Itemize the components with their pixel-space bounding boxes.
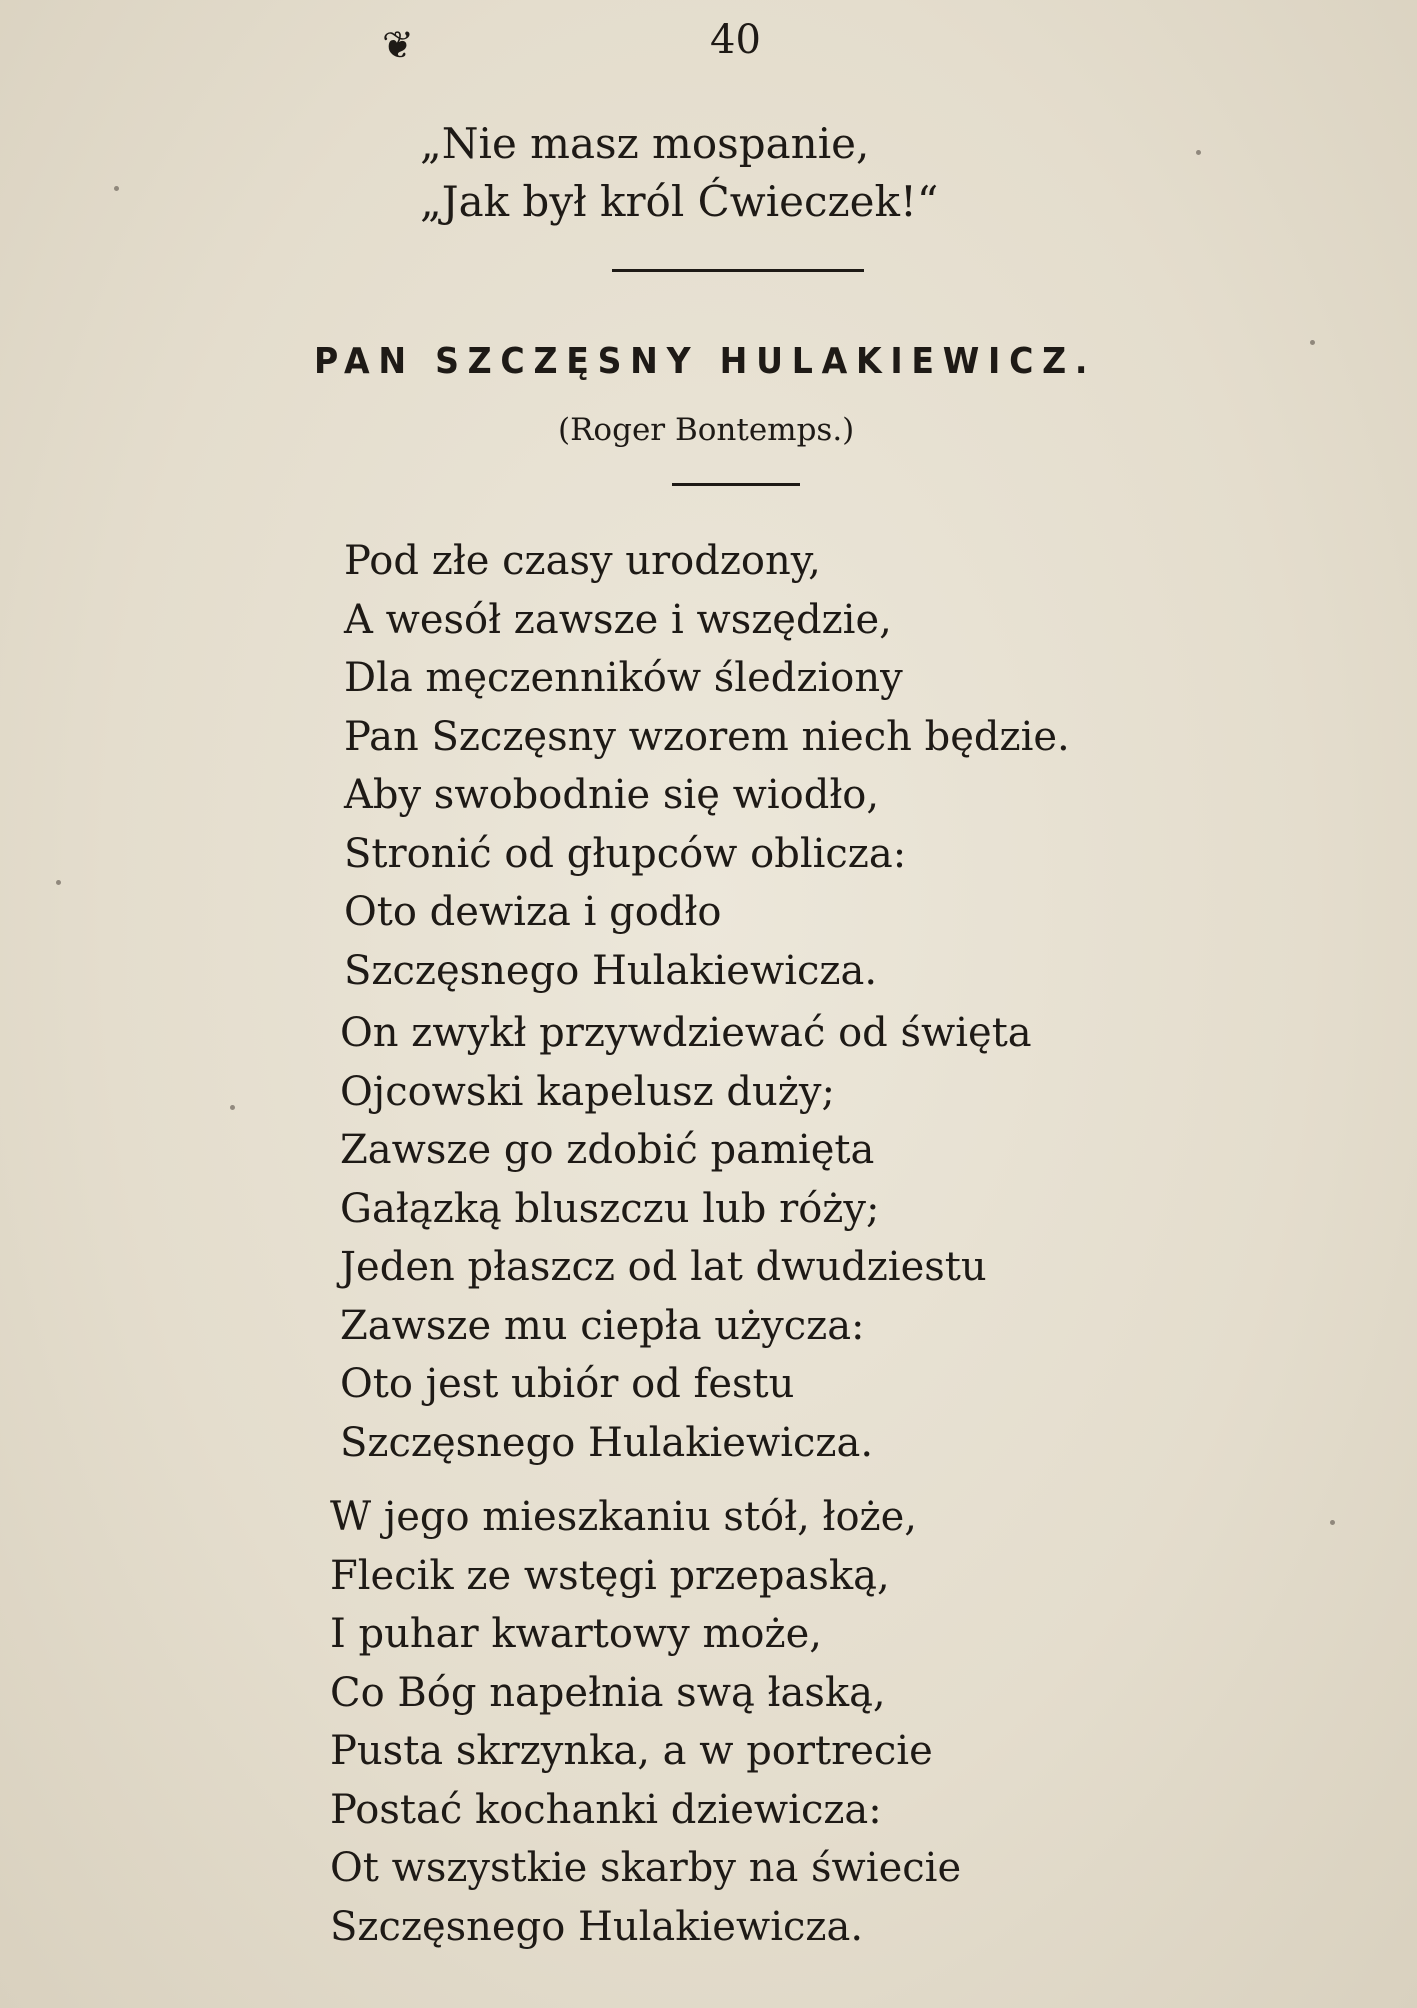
paper-speck bbox=[114, 186, 119, 191]
verse-line: Jeden płaszcz od lat dwudziestu bbox=[340, 1244, 987, 1290]
verse-line: I puhar kwartowy może, bbox=[330, 1611, 822, 1657]
verse-line: Oto jest ubiór od festu bbox=[340, 1361, 795, 1407]
intro-quote bbox=[420, 115, 938, 231]
verse-line: Dla męczenników śledziony bbox=[344, 655, 903, 701]
verse-line: Oto dewiza i godło bbox=[344, 889, 722, 935]
intro-line: „Jak był król Ćwieczek!“ bbox=[420, 177, 939, 226]
verse-line: Pusta skrzynka, a w portrecie bbox=[330, 1728, 933, 1774]
verse-line: Zawsze go zdobić pamięta bbox=[340, 1127, 875, 1173]
intro-line: „Nie masz mospanie, bbox=[420, 119, 870, 168]
paper-speck bbox=[1330, 1520, 1335, 1525]
divider-rule bbox=[672, 483, 800, 486]
verse-line: Pod złe czasy urodzony, bbox=[344, 538, 821, 584]
verse-line: Postać kochanki dziewicza: bbox=[330, 1786, 882, 1833]
verse-line: Ot wszystkie skarby na świecie bbox=[330, 1845, 962, 1891]
verse-line: Szczęsnego Hulakiewicza. bbox=[340, 1419, 874, 1466]
paper-speck bbox=[56, 880, 61, 885]
verse-line: A wesół zawsze i wszędzie, bbox=[344, 596, 892, 643]
paper-speck bbox=[1310, 340, 1315, 345]
paper-speck bbox=[1196, 150, 1201, 155]
verse-line: Flecik ze wstęgi przepaską, bbox=[330, 1552, 890, 1599]
verse-line: On zwykł przywdziewać od święta bbox=[340, 1010, 1032, 1056]
page-number: 40 bbox=[710, 17, 761, 63]
verse-line: W jego mieszkaniu stół, łoże, bbox=[330, 1494, 918, 1540]
verse-line: Ojcowski kapelusz duży; bbox=[340, 1068, 835, 1115]
verse-line: Szczęsnego Hulakiewicza. bbox=[330, 1903, 864, 1950]
verse-line: Gałązką bluszczu lub róży; bbox=[340, 1185, 880, 1232]
verse-line: Pan Szczęsny wzorem niech będzie. bbox=[344, 713, 1070, 760]
verse-line: Co Bóg napełnia swą łaską, bbox=[330, 1669, 886, 1716]
verse-line: Zawsze mu ciepła użycza: bbox=[340, 1302, 865, 1349]
stanza-1 bbox=[344, 532, 1070, 1000]
ornament-icon: ❦ bbox=[382, 23, 414, 67]
stanza-2 bbox=[340, 1004, 1032, 1472]
verse-line: Stronić od głupców oblicza: bbox=[344, 830, 907, 877]
verse-line: Szczęsnego Hulakiewicza. bbox=[344, 947, 878, 994]
poem-subtitle: (Roger Bontemps.) bbox=[558, 412, 855, 448]
poem-title: PAN SZCZĘSNY HULAKIEWICZ. bbox=[314, 341, 1097, 382]
stanza-3 bbox=[330, 1488, 961, 1956]
verse-line: Aby swobodnie się wiodło, bbox=[344, 772, 880, 818]
paper-speck bbox=[230, 1105, 235, 1110]
divider-rule bbox=[612, 269, 864, 272]
